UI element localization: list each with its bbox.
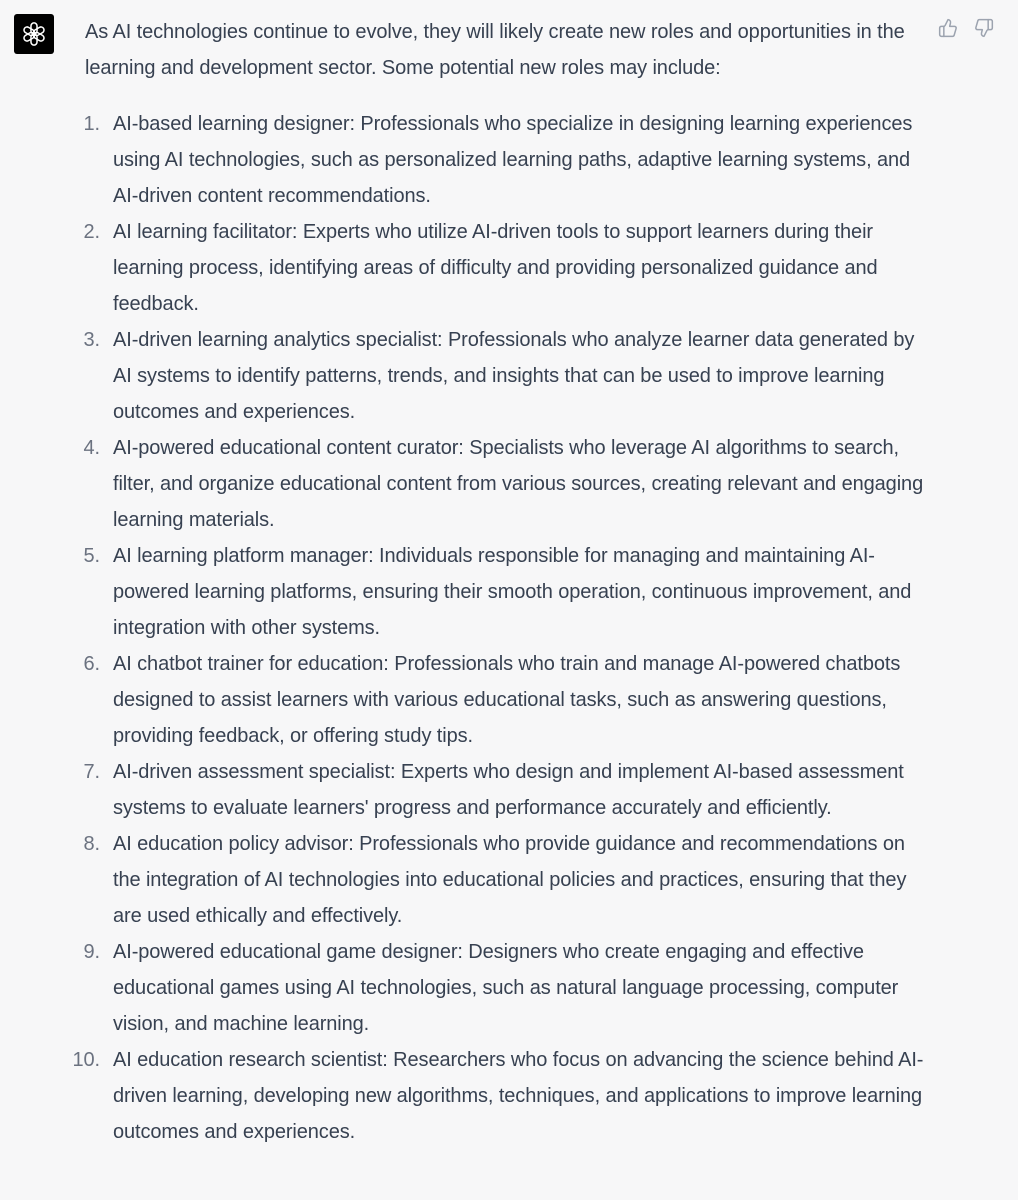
thumbs-up-icon xyxy=(938,18,958,38)
thumbs-up-button[interactable] xyxy=(936,16,960,40)
thumbs-down-icon xyxy=(974,18,994,38)
list-item-number: 5. xyxy=(83,545,100,567)
list-item-text: AI-driven learning analytics specialist: Professionals who analyze learner data generated by AI systems to identify patterns, trends, and insights that can be used to improve learning outcomes and experiences. xyxy=(113,329,915,423)
list-item-text: AI-powered educational game designer: Designers who create engaging and effective educational games using AI technologies, such as natural language processing, computer vision, and machine learning. xyxy=(113,941,899,1035)
list-item-text: AI-powered educational content curator: Specialists who leverage AI algorithms to search, filter, and organize educational content from various sources, creating relevant and engaging learning materials. xyxy=(113,437,924,531)
list-item-number: 9. xyxy=(83,941,100,963)
list-item-text: AI chatbot trainer for education: Professionals who train and manage AI-powered chatbots designed to assist learners with various educational tasks, such as answering questions, providing feedback, or offering study tips. xyxy=(113,653,901,747)
list-item xyxy=(72,1042,935,1150)
list-item-number: 3. xyxy=(83,329,100,351)
list-item xyxy=(85,934,935,1042)
thumbs-down-button[interactable] xyxy=(972,16,996,40)
list-item-number: 8. xyxy=(83,833,100,855)
assistant-avatar xyxy=(14,14,54,54)
list-item xyxy=(85,214,935,322)
list-item xyxy=(85,826,935,934)
roles-list xyxy=(72,106,935,1150)
list-item-number: 1. xyxy=(83,113,100,135)
list-item xyxy=(85,646,935,754)
list-item-number: 10. xyxy=(72,1049,100,1071)
list-item xyxy=(85,754,935,826)
list-item xyxy=(85,538,935,646)
list-item-text: AI learning platform manager: Individuals responsible for managing and maintaining AI-powered learning platforms, ensuring their smooth operation, continuous improvement, and integration with other systems. xyxy=(113,545,912,639)
list-item-number: 6. xyxy=(83,653,100,675)
list-item-number: 7. xyxy=(83,761,100,783)
feedback-buttons xyxy=(936,16,996,40)
list-item xyxy=(85,322,935,430)
intro-paragraph: As AI technologies continue to evolve, they will likely create new roles and opportunities in the learning and development sector. Some potential new roles may include: xyxy=(85,21,905,79)
list-item-text: AI learning facilitator: Experts who utilize AI-driven tools to support learners during their learning process, identifying areas of difficulty and providing personalized guidance and feedback. xyxy=(113,221,878,315)
list-item xyxy=(85,430,935,538)
list-item-text: AI education policy advisor: Professionals who provide guidance and recommendations on the integration of AI technologies into educational policies and practices, ensuring that they are used ethically and effectively. xyxy=(113,833,907,927)
openai-logo-icon xyxy=(20,20,48,48)
message-content xyxy=(72,14,935,1150)
list-item-text: AI-based learning designer: Professionals who specialize in designing learning experiences using AI technologies, such as personalized learning paths, adaptive learning systems, and AI-driven content recommendations. xyxy=(113,113,913,207)
list-item xyxy=(85,106,935,214)
list-item-text: AI education research scientist: Researchers who focus on advancing the science behind AI-driven learning, developing new algorithms, techniques, and applications to improve learning outcomes and experiences. xyxy=(113,1049,924,1143)
list-item-number: 4. xyxy=(83,437,100,459)
list-item-number: 2. xyxy=(83,221,100,243)
list-item-text: AI-driven assessment specialist: Experts who design and implement AI-based assessment systems to evaluate learners' progress and performance accurately and efficiently. xyxy=(113,761,904,819)
